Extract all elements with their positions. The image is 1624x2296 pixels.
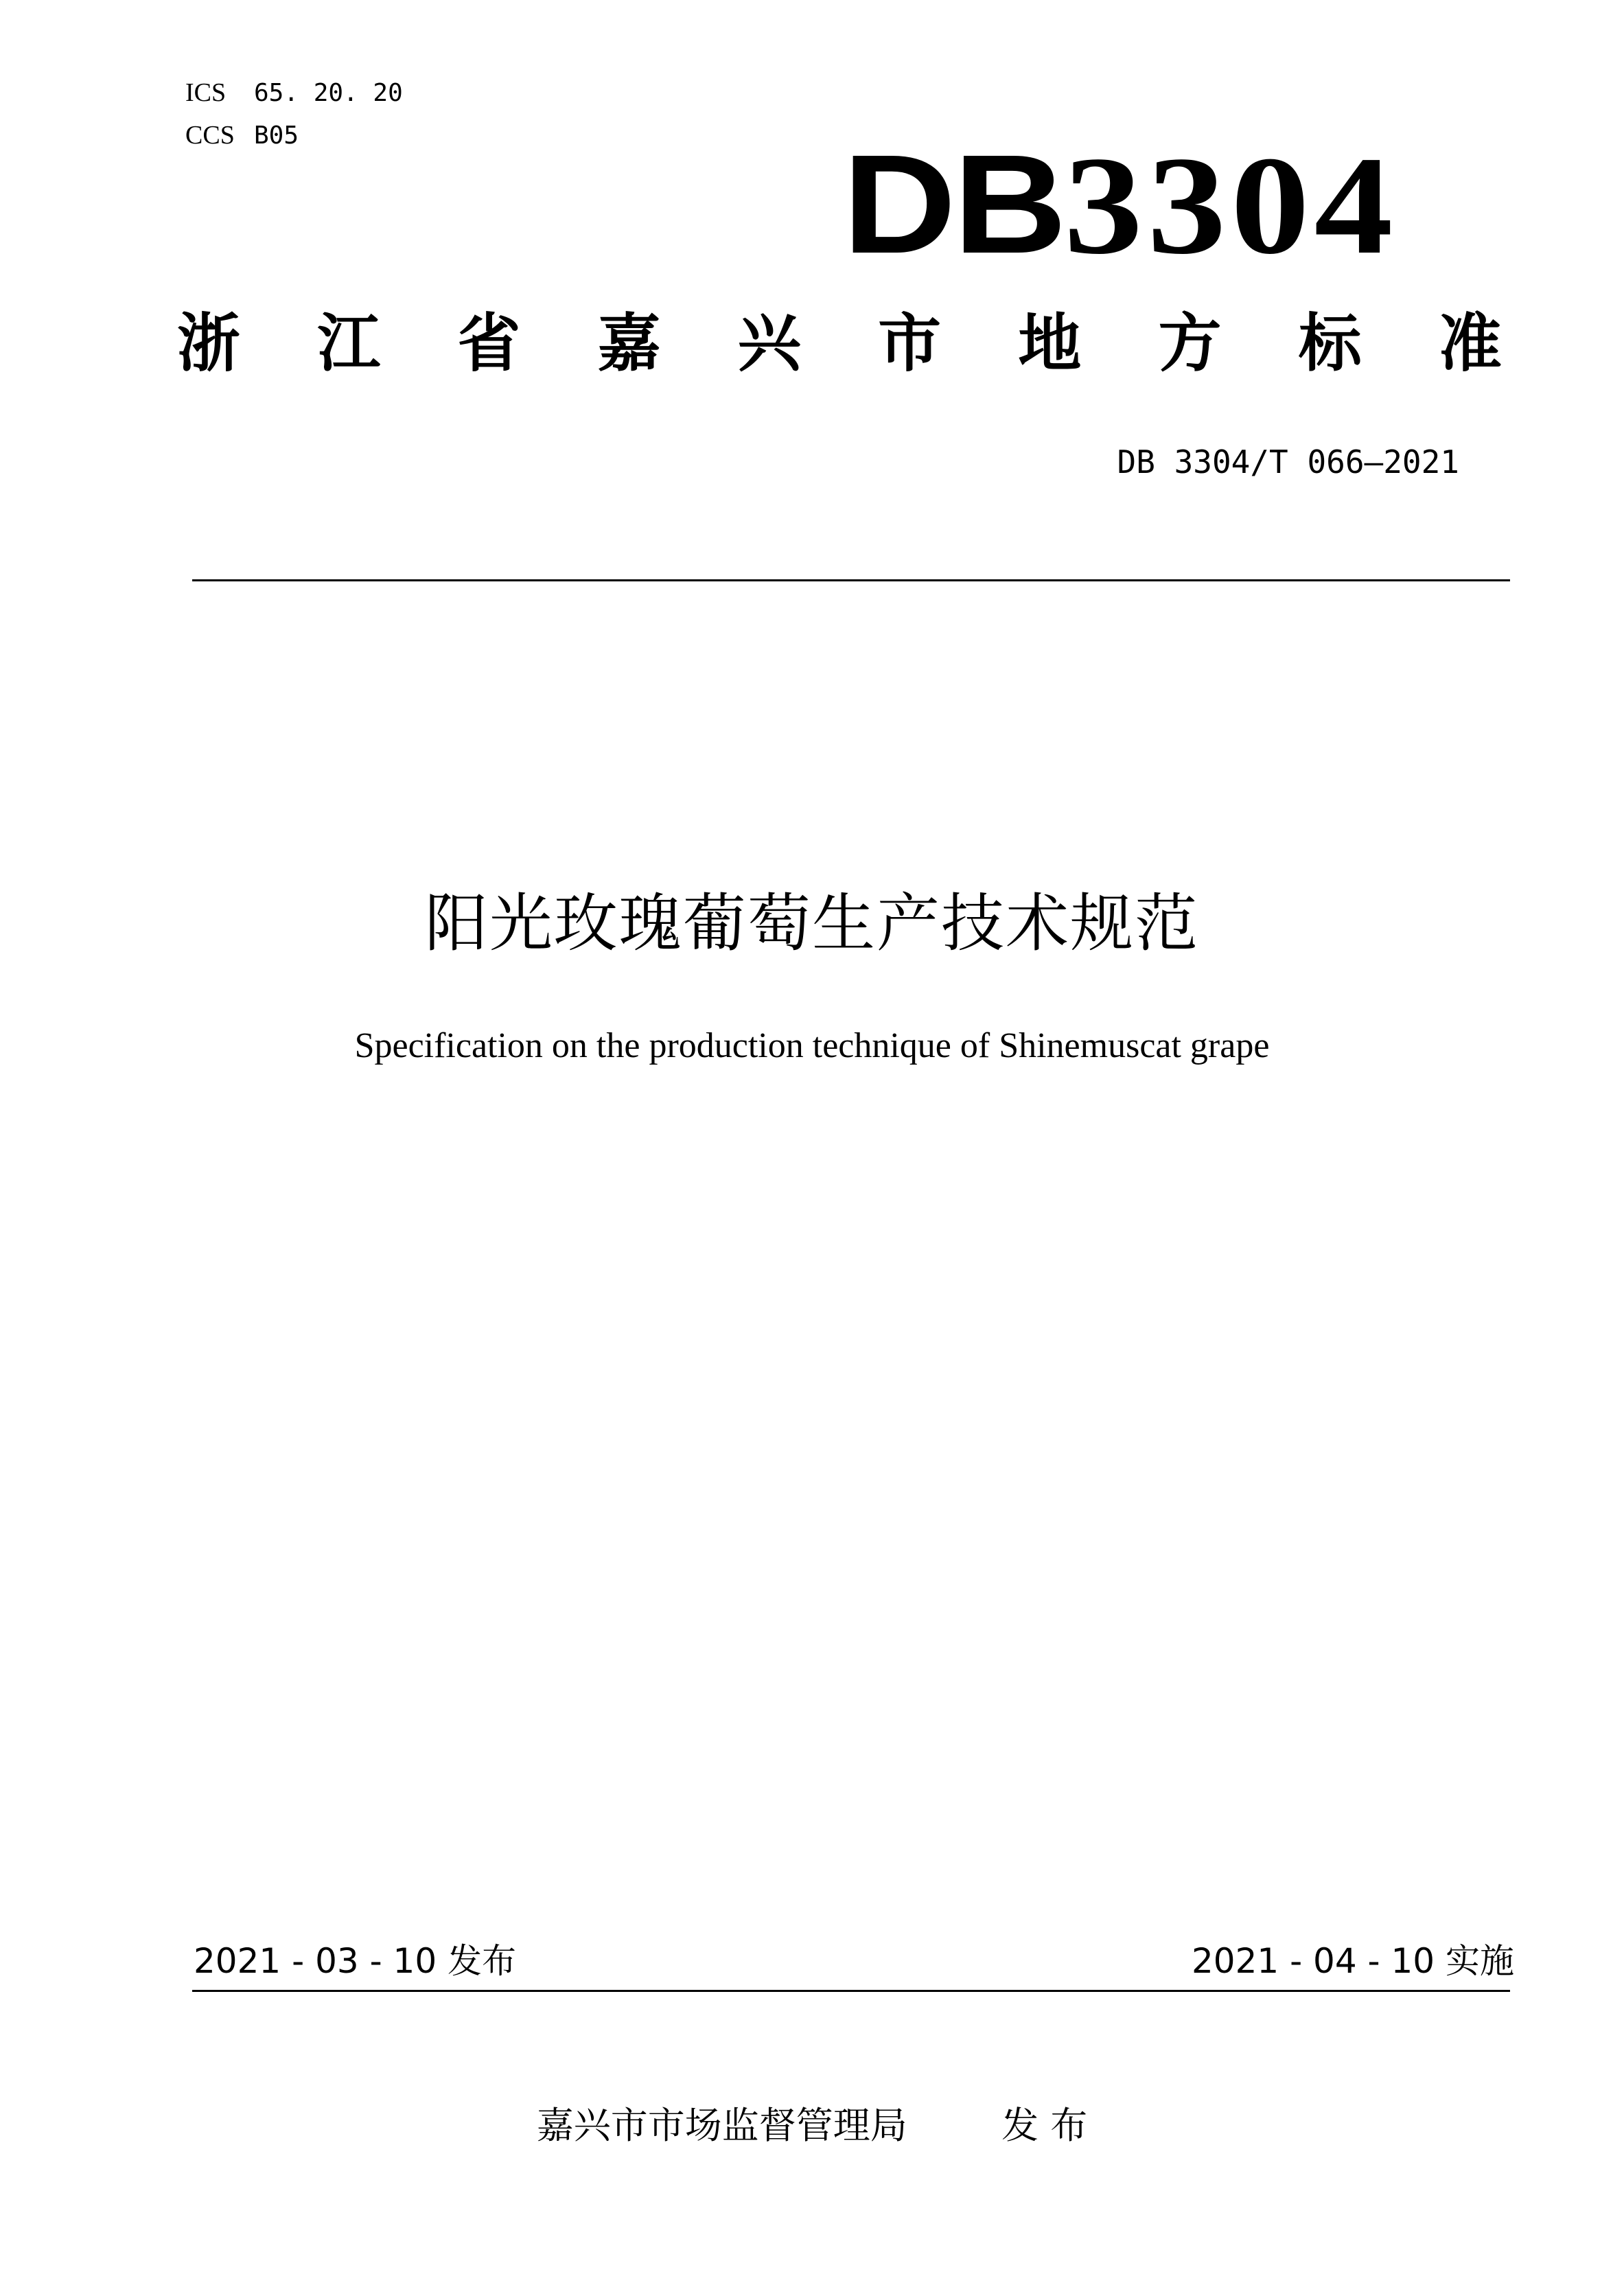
standard-number: DB 3304/T 066—2021 [1117, 443, 1459, 480]
standard-logo-prefix: DB [842, 126, 1064, 283]
standard-level-char: 地 [1018, 307, 1082, 380]
standard-level-char: 省 [457, 307, 521, 380]
standard-level-char: 嘉 [597, 307, 661, 380]
standard-logo [842, 126, 1397, 283]
standard-level-char: 市 [878, 307, 942, 380]
issue-date: 2021 - 03 - 10 发布 [194, 1941, 517, 1981]
ics-label: ICS [185, 78, 227, 107]
ics-classification [185, 80, 403, 106]
standard-level-char: 浙 [177, 307, 241, 380]
title-chinese: 阳光玫瑰葡萄生产技术规范 [424, 887, 1199, 960]
footer-divider [192, 1990, 1510, 1992]
publish-action: 发 布 [1001, 2104, 1088, 2147]
title-english: Specification on the production technique of Shinemuscat grape [354, 1026, 1270, 1065]
header-divider [192, 579, 1510, 581]
standard-level-char: 方 [1158, 307, 1222, 380]
standard-level-char: 兴 [737, 307, 801, 380]
standard-level-char: 江 [317, 307, 381, 380]
publisher-name: 嘉兴市市场监督管理局 [536, 2104, 907, 2147]
publisher-line [0, 2104, 1624, 2147]
implementation-date: 2021 - 04 - 10 实施 [1191, 1941, 1514, 1981]
ics-code: 65. 20. 20 [254, 79, 403, 107]
standard-level-char: 准 [1438, 307, 1502, 380]
standard-logo-code: 3304 [1063, 128, 1397, 283]
ccs-classification [185, 122, 299, 148]
standard-level-char: 标 [1298, 307, 1362, 380]
standard-level-heading [177, 307, 1502, 380]
ccs-code: B05 [254, 121, 299, 150]
ccs-label: CCS [185, 121, 235, 150]
